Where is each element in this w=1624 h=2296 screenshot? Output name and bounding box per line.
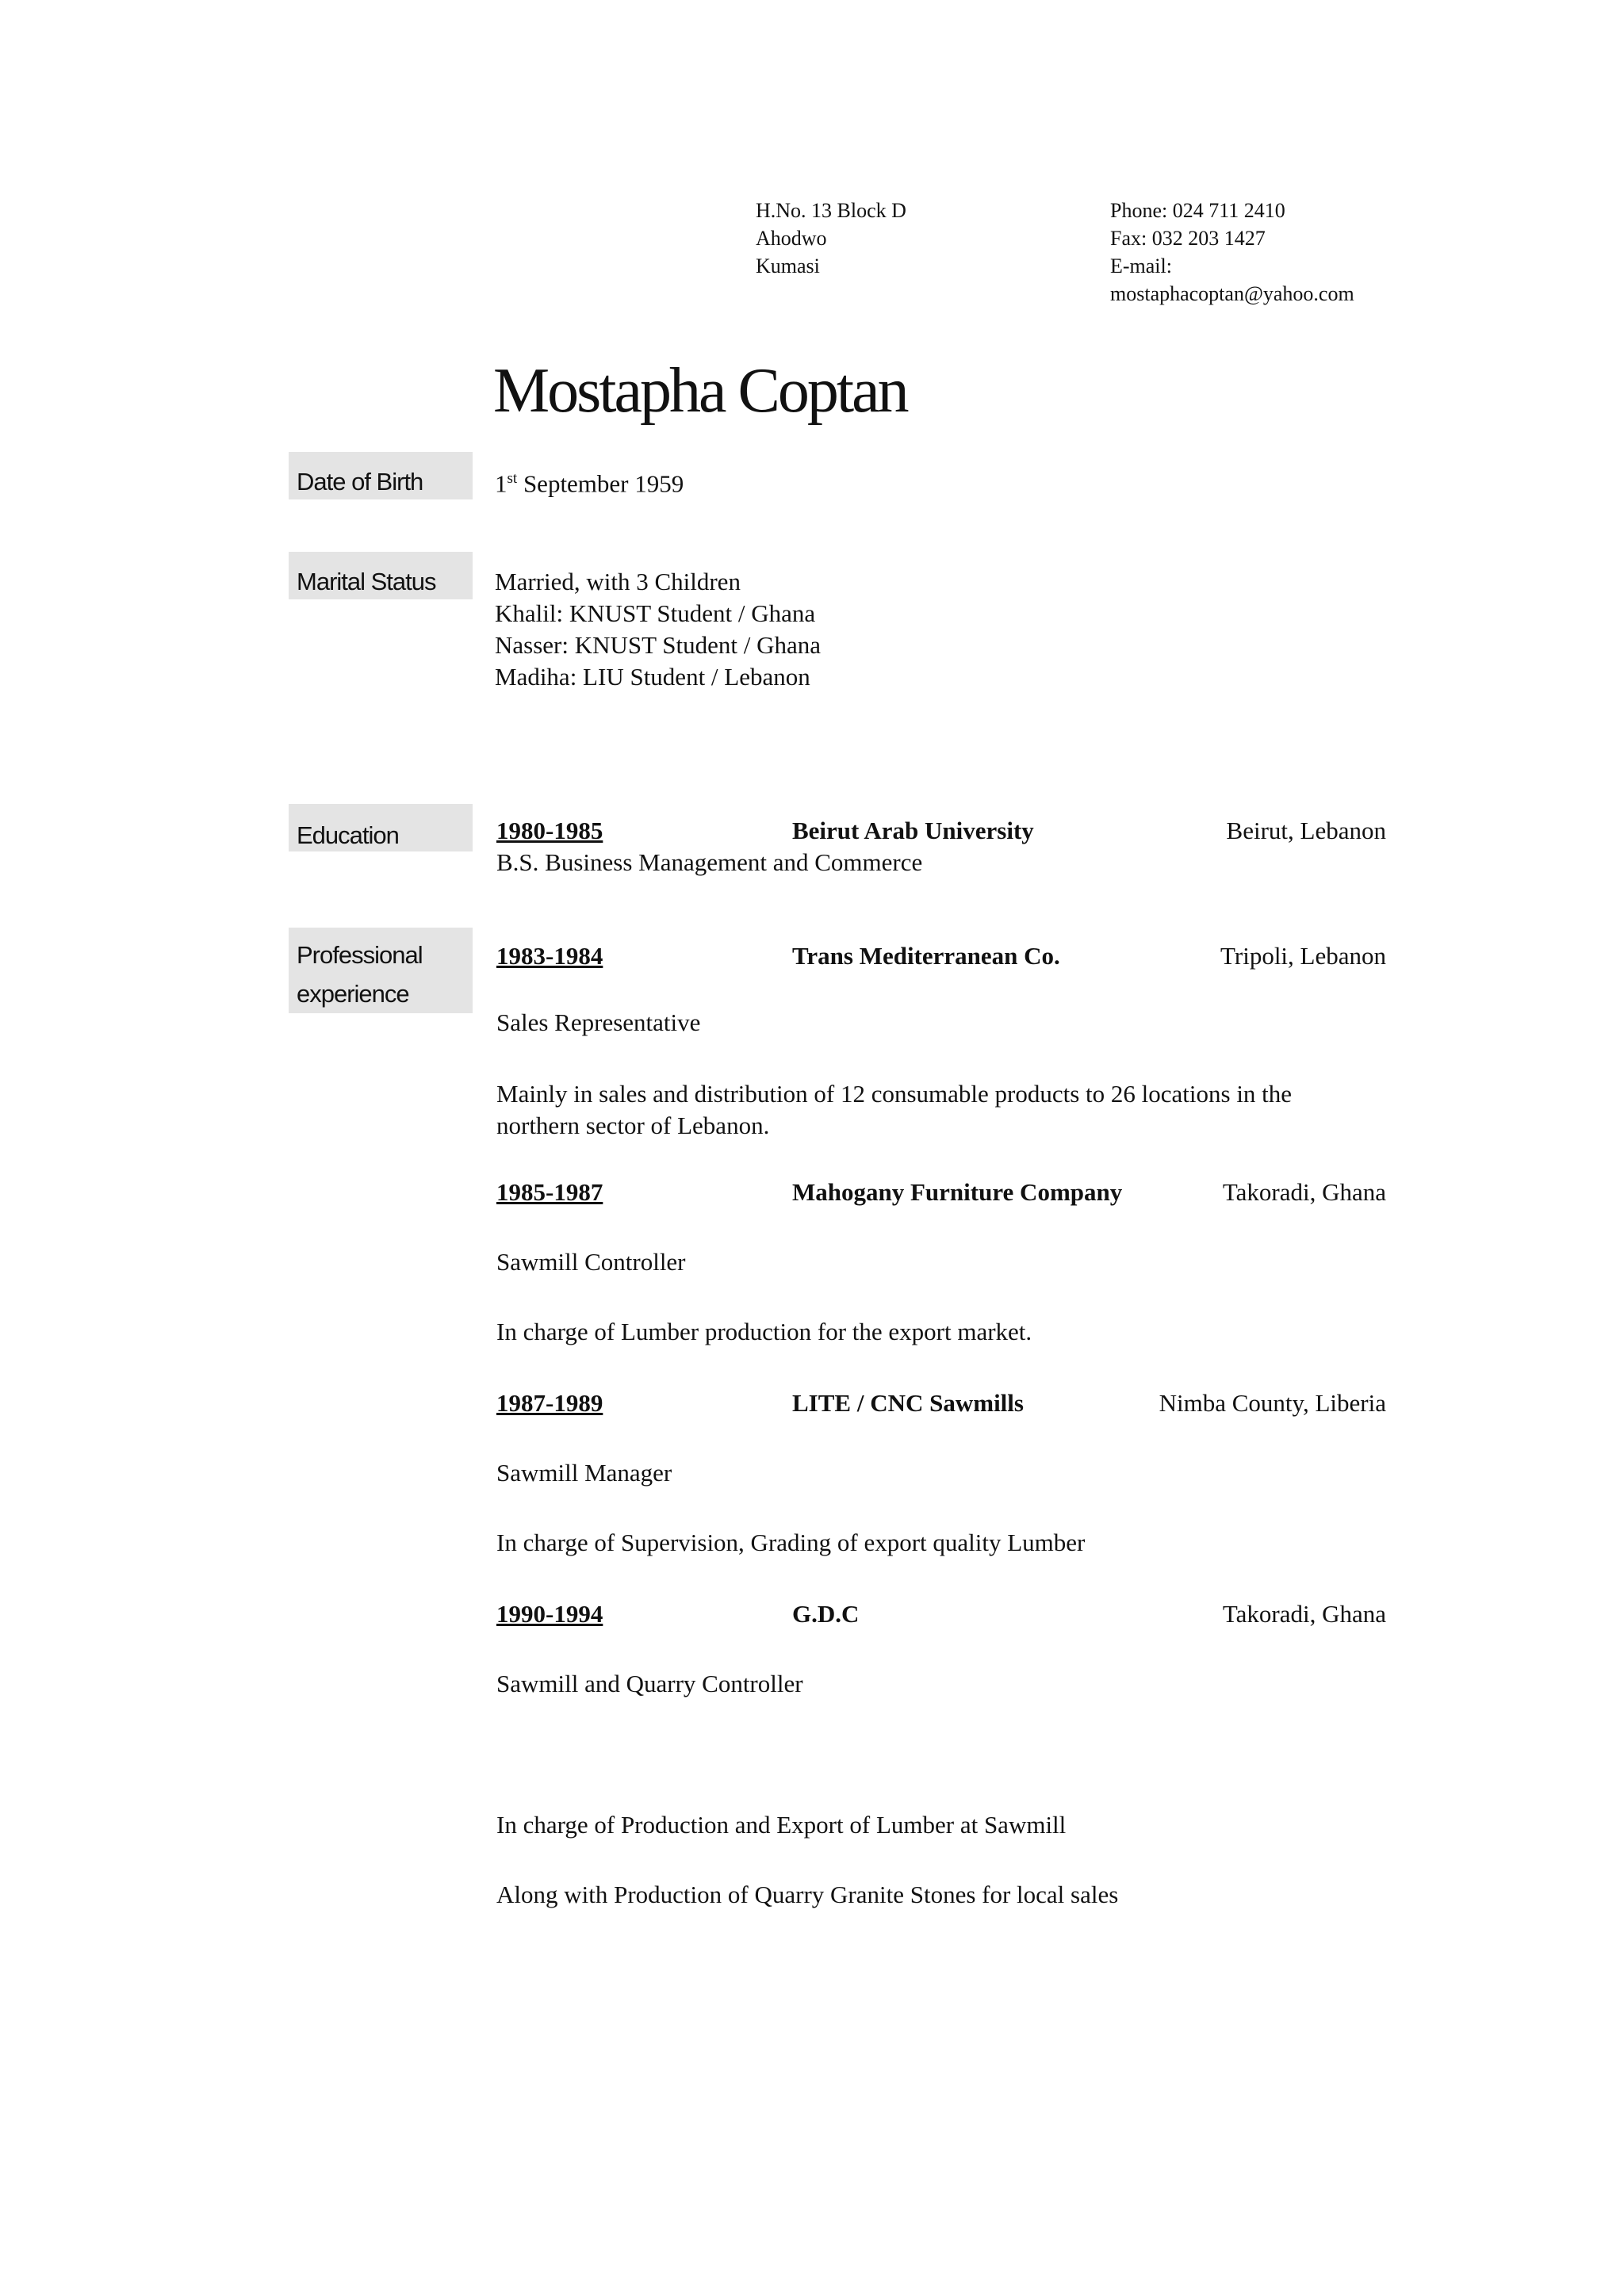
job-years: 1990-1994 — [496, 1600, 603, 1628]
label-marital-status: Marital Status — [289, 552, 473, 599]
job-location: Takoradi, Ghana — [1222, 1178, 1386, 1206]
label-prof-line-1: Professional — [297, 941, 423, 969]
job-title-3: Sawmill Manager — [496, 1459, 672, 1487]
education-years: 1980-1985 — [496, 817, 603, 844]
dob-suffix: st — [507, 470, 518, 487]
education-degree: B.S. Business Management and Commerce — [496, 848, 923, 876]
email-label: E-mail: — [1110, 254, 1172, 277]
job-row-2 — [496, 1177, 1386, 1208]
job-title-1: Sales Representative — [496, 1008, 701, 1036]
job-years: 1985-1987 — [496, 1178, 603, 1206]
education-location: Beirut, Lebanon — [1226, 817, 1386, 844]
job-desc-1 — [496, 1078, 1292, 1142]
label-professional-experience — [289, 928, 473, 1013]
person-name: Mostapha Coptan — [493, 356, 907, 426]
phone-text: Phone: 024 711 2410 — [1110, 199, 1285, 222]
job-desc-3: In charge of Supervision, Grading of export quality Lumber — [496, 1529, 1086, 1556]
job-desc-4: In charge of Production and Export of Lumber at Sawmill — [496, 1811, 1067, 1839]
dob-value — [495, 463, 684, 499]
dob-day: 1 — [495, 469, 508, 498]
email-text: mostaphacoptan@yahoo.com — [1110, 282, 1354, 305]
label-prof-line-2: experience — [297, 980, 409, 1008]
marital-block — [495, 566, 821, 693]
job-location: Nimba County, Liberia — [1159, 1389, 1386, 1417]
dob-rest: September 1959 — [517, 469, 684, 498]
job-title-4: Sawmill and Quarry Controller — [496, 1670, 803, 1697]
job-org: Mahogany Furniture Company — [792, 1178, 1123, 1206]
marital-line-1: Married, with 3 Children — [495, 568, 741, 595]
job-desc-2: In charge of Lumber production for the export market. — [496, 1318, 1032, 1345]
marital-line-2: Khalil: KNUST Student / Ghana — [495, 599, 816, 627]
job-years: 1983-1984 — [496, 942, 603, 970]
contact-block — [1110, 197, 1354, 308]
address-block — [756, 197, 906, 280]
job-org: G.D.C — [792, 1600, 860, 1628]
education-school: Beirut Arab University — [792, 817, 1034, 844]
job-row-3 — [496, 1387, 1386, 1419]
job-years: 1987-1989 — [496, 1389, 603, 1417]
address-line-2: Ahodwo — [756, 227, 827, 250]
address-line-1: H.No. 13 Block D — [756, 199, 906, 222]
job-location: Tripoli, Lebanon — [1220, 942, 1386, 970]
label-education: Education — [289, 804, 473, 851]
job-location: Takoradi, Ghana — [1222, 1600, 1386, 1628]
education-row — [496, 815, 1386, 847]
address-line-3: Kumasi — [756, 254, 820, 277]
job-title-2: Sawmill Controller — [496, 1248, 686, 1276]
marital-line-3: Nasser: KNUST Student / Ghana — [495, 631, 821, 659]
job-desc-line-1: Mainly in sales and distribution of 12 consumable products to 26 locations in the — [496, 1080, 1293, 1108]
job-desc-4b: Along with Production of Quarry Granite Stones for local sales — [496, 1881, 1119, 1908]
job-row-4 — [496, 1598, 1386, 1630]
job-org: LITE / CNC Sawmills — [792, 1389, 1024, 1417]
job-row-1 — [496, 940, 1386, 972]
job-org: Trans Mediterranean Co. — [792, 942, 1060, 970]
job-desc-line-2: northern sector of Lebanon. — [496, 1112, 770, 1139]
label-date-of-birth: Date of Birth — [289, 452, 473, 499]
fax-text: Fax: 032 203 1427 — [1110, 227, 1266, 250]
marital-line-4: Madiha: LIU Student / Lebanon — [495, 663, 810, 691]
